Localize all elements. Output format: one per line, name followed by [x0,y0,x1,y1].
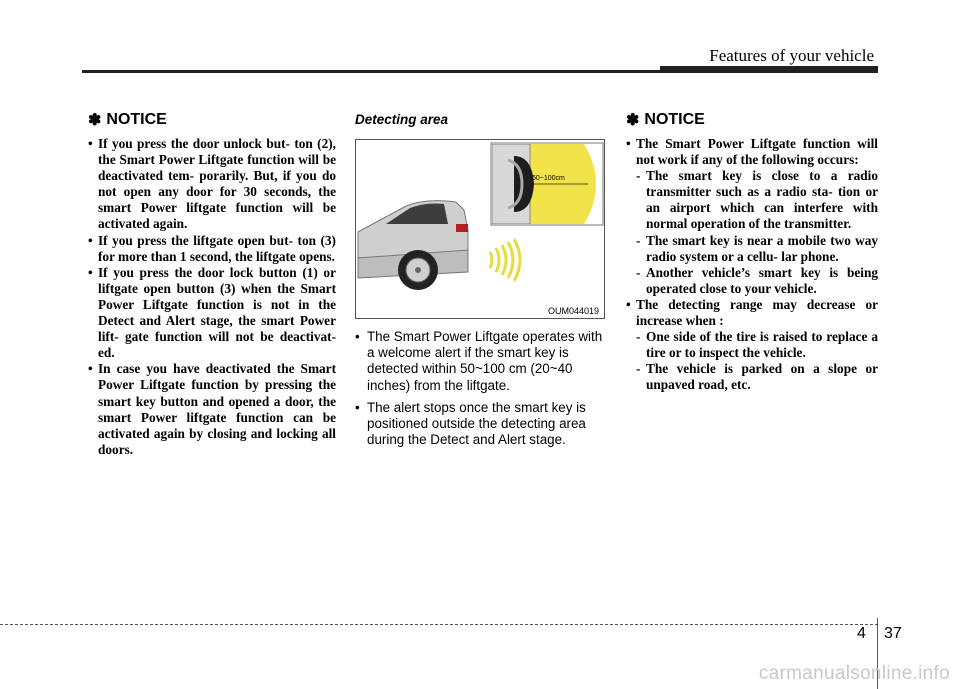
header-tab [660,66,878,73]
list-item: • If you press the door unlock but- ton (2), the Smart Power Liftgate function will be deactivated tem- porarily. But, if you do not open any door for 30 seconds, the smart Power liftgate function will be activated again. [88,136,336,232]
figure-code: OUM044019 [547,306,599,316]
notice-star-icon: ✽ [626,112,640,129]
sub-list-item: - The vehicle is parked on a slope or unpaved road, etc. [636,361,878,393]
notice-label: NOTICE [106,111,167,128]
detecting-list [355,329,605,448]
list-item: • If you press the door lock button (1) or liftgate open button (3) when the Smart Power Liftgate function is not in the Detect and Alert stage, the smart Power lift- gate function will not be deactivat- ed. [88,264,336,361]
sub-list-item: - The smart key is close to a radio transmitter such as a radio sta- tion or an airport which can interfere with normal operation of the transmitter. [636,168,878,232]
list-item: • If you press the liftgate open but- ton (3) for more than 1 second, the liftgate opens. [88,232,336,264]
svg-text:50~100cm: 50~100cm [532,175,565,182]
detecting-area-column [355,110,605,454]
sub-list-item: - The smart key is near a mobile two way radio system or a cellu- lar phone. [636,232,878,264]
notice-column-left [88,110,336,458]
list-item: • In case you have deactivated the Smart Power Liftgate function by pressing the smart key button and opened a door, the smart Power liftgate function can be activated again by closing and locking all doors. [88,361,336,457]
page-header-title: Features of your vehicle [709,46,874,65]
page-number: 37 [884,625,902,642]
chapter-number: 4 [857,625,866,642]
list-item: • The Smart Power Liftgate operates with a welcome alert if the smart key is detected within 50~100 cm (20~40 inches) from the liftgate. [355,329,603,393]
list-item: • The detecting range may decrease or increase when : - One side of the tire is raised to replace a tire or to inspect the vehicle. - The vehicle is parked on a slope or unpaved road, etc. [626,296,878,393]
notice-star-icon: ✽ [88,112,102,129]
vehicle-detection-illustration [356,140,605,319]
sub-list-item: - Another vehicle’s smart key is being operated close to your vehicle. [636,264,878,296]
footer-rule [0,624,878,625]
detecting-area-figure [355,139,605,319]
notice-label: NOTICE [644,111,705,128]
section-title: Detecting area [355,112,449,127]
notice-heading [88,110,336,130]
notice-list [88,136,336,458]
sub-list-item: - One side of the tire is raised to replace a tire or to inspect the vehicle. [636,329,878,361]
watermark: carmanualsonline.info [758,663,950,684]
list-item: • The alert stops once the smart key is positioned outside the detecting area during the Detect and Alert stage. [355,399,586,448]
list-item: • The Smart Power Liftgate function will not work if any of the following occurs: - The smart key is close to a radio transmitter such as a radio sta- tion or an airport which can interfere with normal operation of the transmitter. - The smart key is near a mobile two way radio system or a cellu- lar phone. - Another vehicle’s smart key is being operated close to your vehicle. [626,136,878,296]
notice-heading [626,110,878,130]
notice-list [626,136,878,394]
notice-column-right [626,110,878,394]
